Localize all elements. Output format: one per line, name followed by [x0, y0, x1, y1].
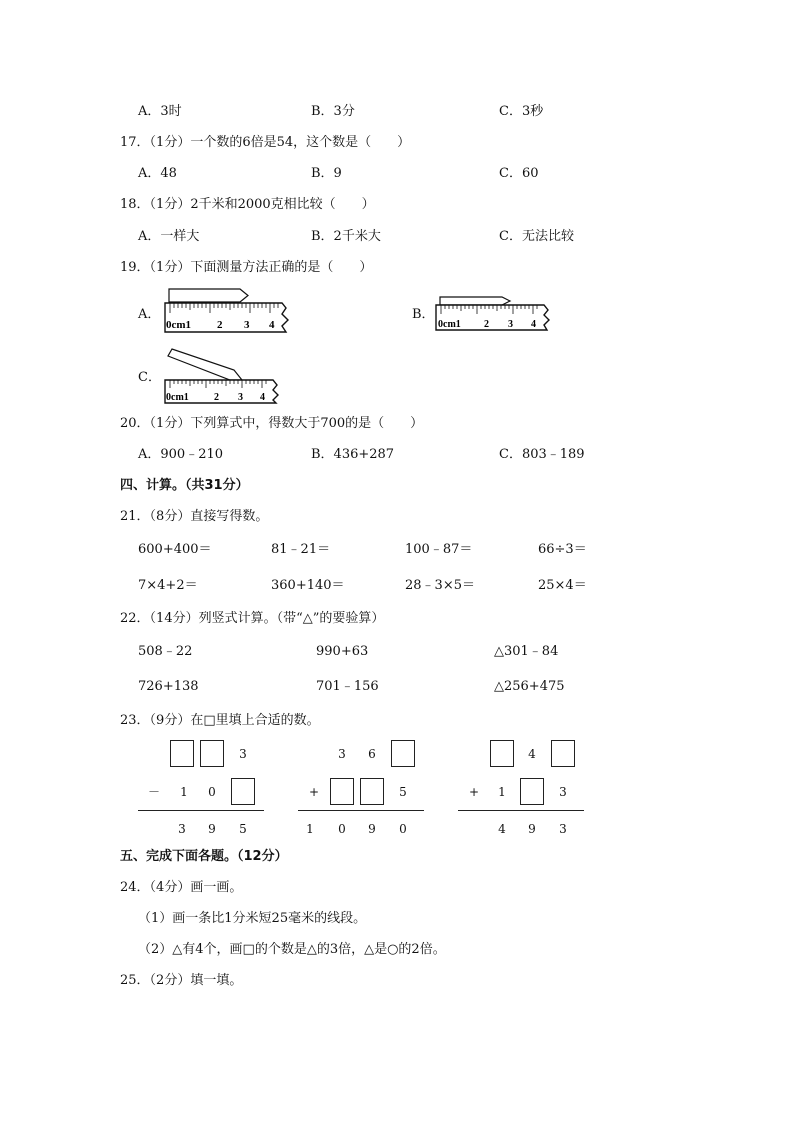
q21-expr: 81﹣21＝: [271, 542, 331, 557]
q21-expr: 28﹣3×5＝: [405, 578, 475, 593]
q18-stem: 18．（1分）2千米和2000克相比较（ ）: [120, 197, 375, 212]
q19-ruler-b: [432, 294, 554, 334]
ruler-c-label-4: 4: [260, 392, 265, 403]
q21-expr: 25×4＝: [538, 578, 587, 593]
q18-option-b: B．2千米大: [311, 229, 381, 244]
q20-option-a: A．900﹣210: [138, 447, 224, 462]
blank-box[interactable]: [360, 778, 384, 805]
q22-expr: 990+63: [316, 644, 369, 659]
q19-stem: 19．（1分）下面测量方法正确的是（ ）: [120, 260, 373, 275]
ruler-c-label-2: 2: [214, 392, 219, 403]
ruler-b-label-3: 3: [508, 319, 513, 330]
ruler-c-label-3: 3: [238, 392, 243, 403]
q16-option-c: C．3秒: [499, 104, 544, 119]
digit: 1: [498, 785, 506, 799]
blank-box[interactable]: [520, 778, 544, 805]
digit: 9: [368, 822, 376, 836]
digit: 0: [208, 785, 216, 799]
q21-expr: 100﹣87＝: [405, 542, 473, 557]
ruler-b-label-4: 4: [531, 319, 536, 330]
ruler-b-label-2: 2: [484, 319, 489, 330]
q19-option-a-label: A．: [138, 307, 161, 322]
q17-option-b: B．9: [311, 166, 342, 181]
digit: 1: [306, 822, 314, 836]
q20-stem: 20．（1分）下列算式中，得数大于700的是（ ）: [120, 416, 424, 431]
sum-line: [138, 810, 264, 811]
blank-box[interactable]: [170, 740, 194, 767]
q19-ruler-c: [160, 345, 284, 405]
digit: 9: [528, 822, 536, 836]
q24-sub-2: （2）△有4个，画□的个数是△的3倍，△是○的2倍。: [138, 942, 446, 957]
ruler-a-label-0: 0cm1: [166, 319, 192, 331]
sum-line: [298, 810, 424, 811]
q16-option-a: A．3时: [138, 104, 182, 119]
digit: 1: [180, 785, 188, 799]
ruler-a-label-2: 2: [217, 319, 223, 331]
q16-option-b: B．3分: [311, 104, 355, 119]
q22-expr: △256+475: [494, 679, 565, 694]
blank-box[interactable]: [490, 740, 514, 767]
q21-expr: 600+400＝: [138, 542, 212, 557]
plus-sign: +: [308, 785, 320, 799]
q18-option-a: A．一样大: [138, 229, 200, 244]
digit: 3: [338, 747, 346, 761]
section-4-heading: 四、计算。（共31分）: [120, 478, 249, 493]
minus-sign: －: [147, 785, 160, 799]
digit: 3: [559, 785, 567, 799]
blank-box[interactable]: [391, 740, 415, 767]
q19-option-b-label: B．: [412, 307, 435, 322]
digit: 9: [208, 822, 216, 836]
digit: 4: [498, 822, 506, 836]
q21-expr: 360+140＝: [271, 578, 345, 593]
ruler-b-label-0: 0cm1: [438, 319, 461, 330]
q22-expr: △301﹣84: [494, 644, 559, 659]
q17-stem: 17．（1分）一个数的6倍是54，这个数是（ ）: [120, 135, 411, 150]
section-5-heading: 五、完成下面各题。（12分）: [120, 849, 288, 864]
sum-line: [458, 810, 584, 811]
digit: 3: [559, 822, 567, 836]
digit: 5: [239, 822, 247, 836]
q21-expr: 66÷3＝: [538, 542, 587, 557]
q24-stem: 24．（4分）画一画。: [120, 880, 243, 895]
q22-expr: 701﹣156: [316, 679, 379, 694]
q20-option-c: C．803﹣189: [499, 447, 585, 462]
q21-stem: 21．（8分）直接写得数。: [120, 509, 269, 524]
ruler-a-label-4: 4: [269, 319, 275, 331]
digit: 3: [178, 822, 186, 836]
blank-box[interactable]: [551, 740, 575, 767]
q19-ruler-a: [160, 288, 292, 338]
q17-option-a: A．48: [138, 166, 177, 181]
plus-sign: +: [468, 785, 480, 799]
digit: 6: [368, 747, 376, 761]
ruler-a-label-3: 3: [244, 319, 250, 331]
digit: 3: [239, 747, 247, 761]
q22-expr: 726+138: [138, 679, 199, 694]
q22-expr: 508﹣22: [138, 644, 193, 659]
q21-expr: 7×4+2＝: [138, 578, 198, 593]
blank-box[interactable]: [330, 778, 354, 805]
digit: 0: [338, 822, 346, 836]
q19-option-c-label: C．: [138, 370, 161, 385]
digit: 0: [399, 822, 407, 836]
q18-option-c: C．无法比较: [499, 229, 574, 244]
q20-option-b: B．436+287: [311, 447, 395, 462]
q23-stem: 23．（9分）在□里填上合适的数。: [120, 713, 320, 728]
blank-box[interactable]: [200, 740, 224, 767]
q17-option-c: C．60: [499, 166, 539, 181]
ruler-c-label-0: 0cm1: [166, 392, 189, 403]
q25-stem: 25．（2分）填一填。: [120, 973, 243, 988]
blank-box[interactable]: [231, 778, 255, 805]
digit: 5: [399, 785, 407, 799]
q24-sub-1: （1）画一条比1分米短25毫米的线段。: [138, 911, 367, 926]
q22-stem: 22．（14分）列竖式计算。（带“△”的要验算）: [120, 611, 385, 626]
digit: 4: [528, 747, 536, 761]
